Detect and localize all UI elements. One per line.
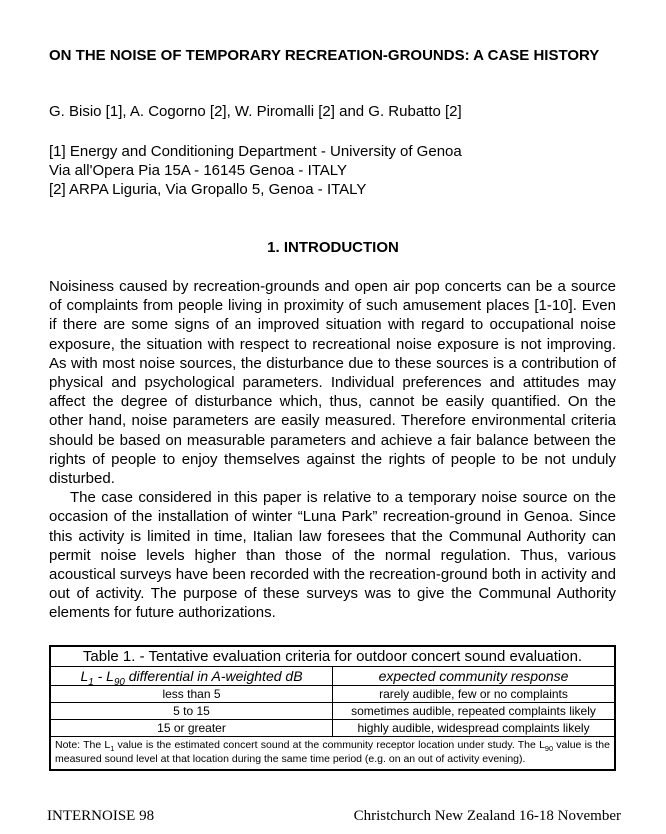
affiliations xyxy=(49,142,462,199)
paper-title: ON THE NOISE OF TEMPORARY RECREATION-GROUNDS: A CASE HISTORY xyxy=(49,47,600,64)
table-note: Note: The $L_1$ value is the estimated concert sound at the community receptor location under study. The $L_{90}$ value is the measured sound level at that location during the same time period (e.g. on an out of activity evening). xyxy=(50,737,615,771)
column-header-differential: $L_1 - L_{90}$ differential in A-weighted dB xyxy=(50,667,333,686)
table-caption: Table 1. - Tentative evaluation criteria for outdoor concert sound evaluation. xyxy=(50,646,615,667)
criteria-table xyxy=(49,645,616,771)
table-row xyxy=(50,720,615,737)
table-cell-range: 15 or greater xyxy=(50,720,333,737)
paragraph: Noisiness caused by recreation-grounds and open air pop concerts can be a source of complaints from people living in proximity of such amusement places [1-10]. Even if there are some signs of an improved situation with regard to occupational noise exposure, the situation with respect to recreational noise exposure is not improving. As with most noise sources, the disturbance due to these sources is a contribution of physical and psychological parameters. Individual preferences and attitudes may affect the degree of disturbance which, thus, cannot be easily quantified. On the other hand, noise parameters are easily measured. Therefore environmental criteria should be based on measurable parameters and achieve a fair balance between the rights of people to enjoy themselves against the rights of people to be not unduly disturbed. xyxy=(49,278,616,488)
table-row xyxy=(50,703,615,720)
table-cell-range: less than 5 xyxy=(50,686,333,703)
affiliation-line: Via all'Opera Pia 15A - 16145 Genoa - ITALY xyxy=(49,162,348,179)
table-row xyxy=(50,686,615,703)
footer-location-date: Christchurch New Zealand 16-18 November xyxy=(353,808,621,824)
column-header-response: expected community response xyxy=(333,667,616,686)
table-cell-response: highly audible, widespread complaints likely xyxy=(333,720,616,737)
affiliation-line: [2] ARPA Liguria, Via Gropallo 5, Genoa - ITALY xyxy=(49,181,367,198)
section-heading: 1. INTRODUCTION xyxy=(267,239,399,256)
footer-conference: INTERNOISE 98 xyxy=(47,808,155,824)
author-list: G. Bisio [1], A. Cogorno [2], W. Piromalli [2] and G. Rubatto [2] xyxy=(49,103,462,120)
table-cell-response: sometimes audible, repeated complaints likely xyxy=(333,703,616,720)
affiliation-line: [1] Energy and Conditioning Department - University of Genoa xyxy=(49,143,462,160)
paragraph: The case considered in this paper is relative to a temporary noise source on the occasion of the installation of winter “Luna Park” recreation-ground in Genoa. Since this activity is limited in time, Italian law foresees that the Communal Authority can permit noise levels higher than those of the normal regulation. Thus, various acoustical surveys have been recorded with the recreation-ground both in activity and out of activity. The purpose of these surveys was to give the Communal Authority elements for future authorizations. xyxy=(49,489,616,622)
table-cell-response: rarely audible, few or no complaints xyxy=(333,686,616,703)
table-cell-range: 5 to 15 xyxy=(50,703,333,720)
body-text xyxy=(49,277,616,623)
